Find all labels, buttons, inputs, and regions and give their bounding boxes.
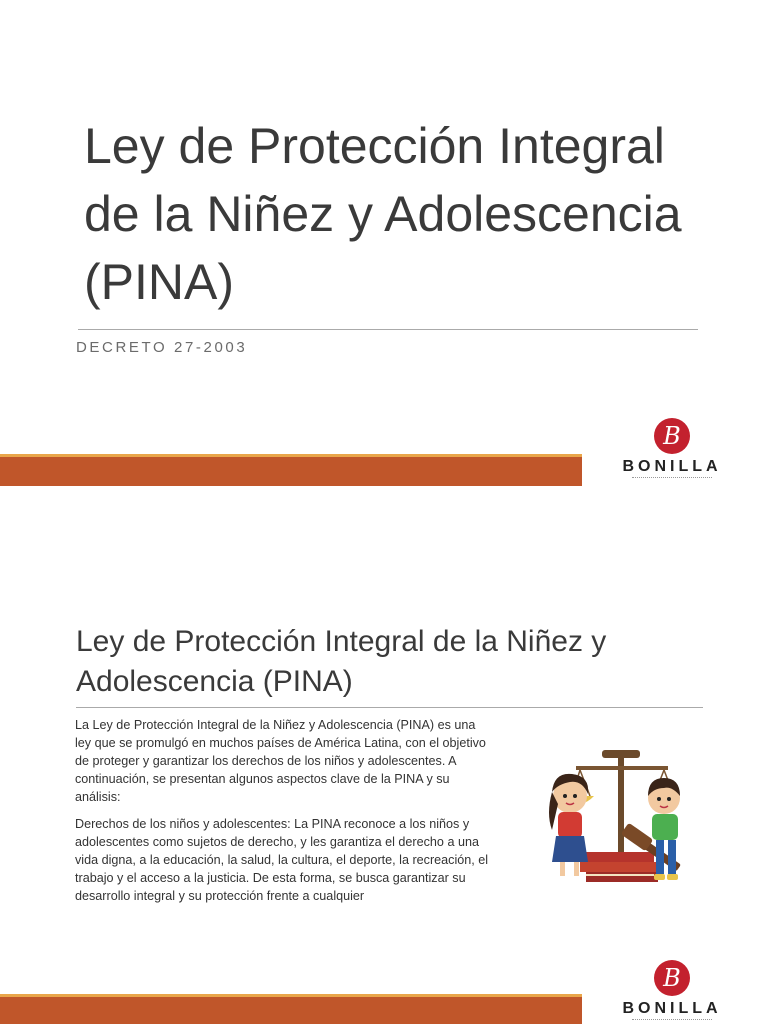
logo-mark-icon: B xyxy=(654,418,690,454)
bonilla-logo xyxy=(612,960,732,1020)
logo-tagline-decoration xyxy=(632,1019,712,1021)
title-divider xyxy=(76,707,703,708)
title-divider xyxy=(78,329,698,330)
bonilla-logo xyxy=(612,418,732,478)
body-paragraph-rights: Derechos de los niños y adolescentes: La PINA reconoce a los niños y adolescentes como sujetos de derecho, y les garantiza el derecho a una vida digna, a la educación, la salud, la cultura, el deporte, la recreación, el trabajo y el acceso a la justicia. De esta forma, se busca garantizar su desarrollo integral y su protección frente a cualquier xyxy=(75,817,489,903)
accent-bar xyxy=(0,457,582,486)
logo-tagline-decoration xyxy=(632,477,712,479)
children-with-scales-of-justice-icon xyxy=(532,744,712,894)
logo-name: BONILLA xyxy=(622,1000,722,1017)
logo-mark-icon: B xyxy=(654,960,690,996)
slide-body xyxy=(75,716,490,914)
accent-bar xyxy=(0,997,582,1024)
logo-name: BONILLA xyxy=(622,458,722,475)
slide-subtitle: DECRETO 27-2003 xyxy=(76,339,248,356)
slide-title: Ley de Protección Integral de la Niñez y Adolescencia (PINA) xyxy=(84,118,682,310)
slide-title: Ley de Protección Integral de la Niñez y Adolescencia (PINA) xyxy=(76,625,607,698)
body-paragraph-intro: La Ley de Protección Integral de la Niñez y Adolescencia (PINA) es una ley que se promulgó en muchos países de América Latina, con el objetivo de proteger y garantizar los derechos de los niños y adolescentes. A continuación, se presentan algunos aspectos clave de la PINA y su análisis: xyxy=(75,718,486,804)
content-slide xyxy=(0,512,768,1024)
